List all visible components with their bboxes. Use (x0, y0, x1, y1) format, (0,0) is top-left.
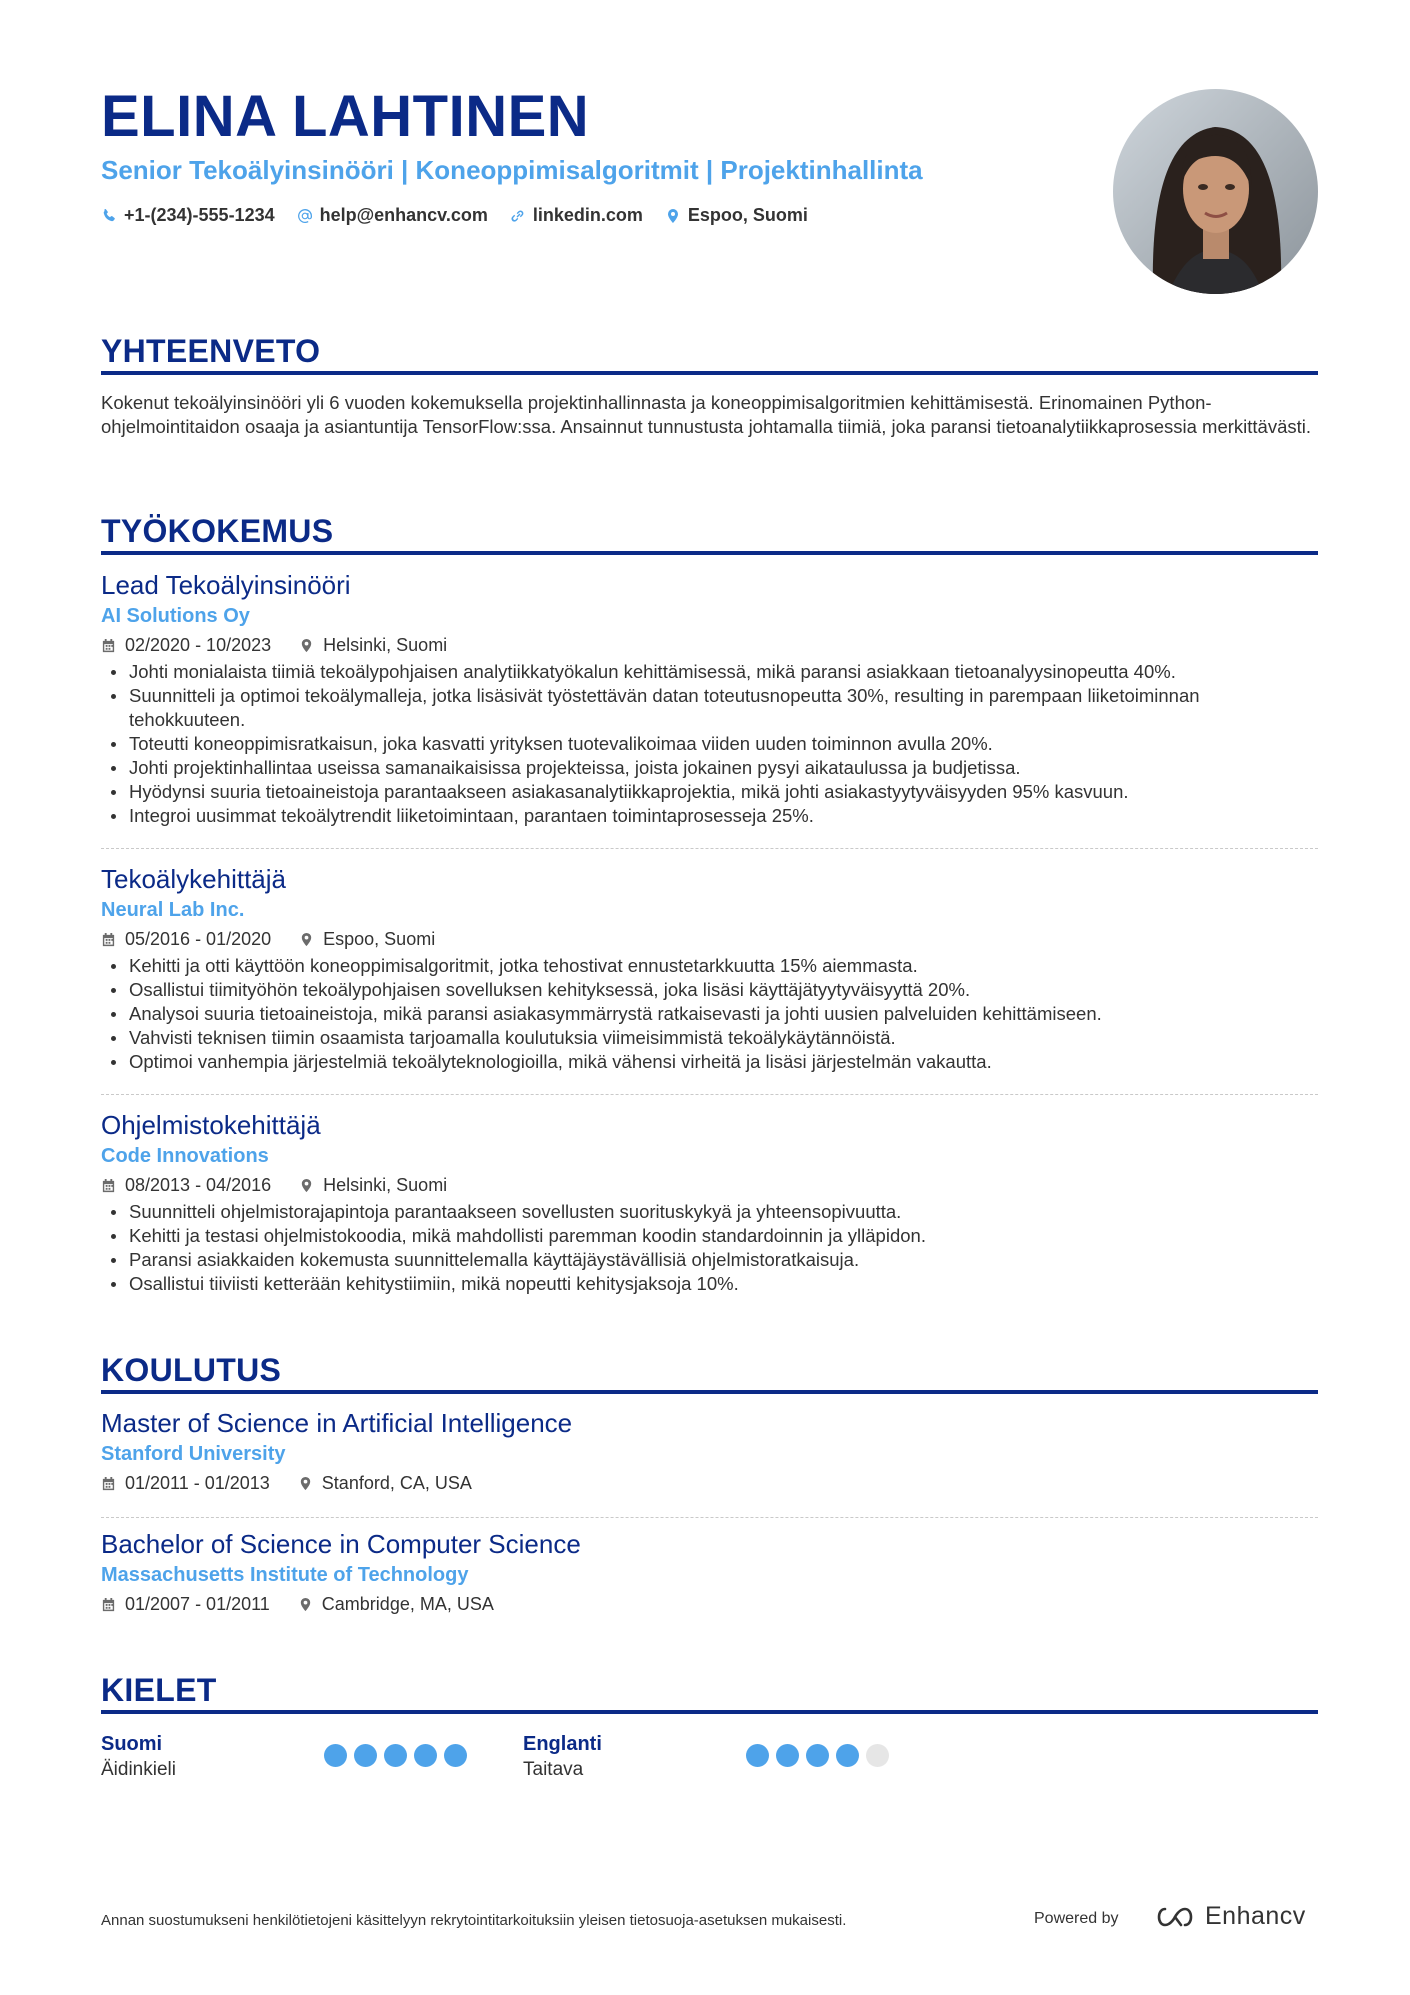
degree-title: Master of Science in Artificial Intelligence (101, 1408, 573, 1438)
language-name: Englanti (523, 1733, 602, 1755)
rating-dot-filled (806, 1744, 829, 1767)
education-heading: KOULUTUS (101, 1352, 282, 1388)
job-entry (101, 1108, 1318, 1296)
phone-text: +1-(234)-555-1234 (124, 205, 275, 225)
job-company: AI Solutions Oy (101, 605, 250, 627)
job-company: Code Innovations (101, 1145, 269, 1167)
contact-linkedin[interactable] (510, 205, 643, 226)
job-company: Neural Lab Inc. (101, 899, 245, 921)
education-location: Cambridge, MA, USA (298, 1591, 494, 1617)
language-level: Äidinkieli (101, 1759, 176, 1780)
job-role: Ohjelmistokehittäjä (101, 1110, 321, 1140)
summary-text: Kokenut tekoälyinsinööri yli 6 vuoden kokemuksella projektinhallinnasta ja koneoppimisalgoritmien kehittämisestä. Erinomainen Python-ohjelmointitaidon osaaja ja asiantuntija TensorFlow:ssa. Ansainnut tunnustusta johtamalla tiimiä, joka paransi tietoanalytiikkaprosessia merkittävästi. (101, 392, 1311, 437)
calendar-icon (101, 932, 116, 947)
contact-phone[interactable] (101, 205, 275, 226)
entry-divider (101, 848, 1318, 849)
bullet-item: Toteutti koneoppimisratkaisun, joka kasvatti yrityksen tuotevalikoimaa viiden uuden toiminnon avulla 20%. (101, 732, 1318, 756)
education-meta (101, 1470, 1318, 1496)
job-bullets (101, 954, 1318, 1074)
email-text: help@enhancv.com (319, 205, 488, 225)
education-entry (101, 1406, 1318, 1496)
job-location: Espoo, Suomi (299, 926, 435, 952)
consent-text: Annan suostumukseni henkilötietojeni käsittelyyn rekrytointitarkoituksiin yleisen tietosuoja-asetuksen mukaisesti. (101, 1912, 847, 1929)
job-location: Helsinki, Suomi (299, 632, 447, 658)
education-location: Stanford, CA, USA (298, 1470, 472, 1496)
entry-divider (101, 1094, 1318, 1095)
map-pin-icon (298, 1597, 313, 1612)
languages-heading: KIELET (101, 1672, 217, 1708)
job-meta (101, 926, 1318, 952)
summary-divider (101, 371, 1318, 375)
bullet-item: Vahvisti teknisen tiimin osaamista tarjoamalla koulutuksia viimeisimmistä tekoälykäytännöistä. (101, 1026, 1318, 1050)
bullet-item: Integroi uusimmat tekoälytrendit liiketoimintaan, parantaen toimintaprosesseja 25%. (101, 804, 1318, 828)
candidate-title: Senior Tekoälyinsinööri | Koneoppimisalgoritmit | Projektinhallinta (101, 155, 923, 185)
job-meta (101, 632, 1318, 658)
rating-dot-filled (414, 1744, 437, 1767)
job-dates: 08/2013 - 04/2016 (101, 1172, 271, 1198)
rating-dot-filled (444, 1744, 467, 1767)
rating-dot-filled (384, 1744, 407, 1767)
job-entry (101, 568, 1318, 828)
experience-divider (101, 551, 1318, 555)
profile-photo (1113, 89, 1318, 294)
resume-page (101, 0, 1318, 1995)
bullet-item: Kehitti ja otti käyttöön koneoppimisalgoritmit, jotka tehostivat ennustetarkkuutta 15% aiemmasta. (101, 954, 1318, 978)
job-bullets (101, 660, 1318, 828)
summary-heading: YHTEENVETO (101, 333, 321, 369)
language-rating (746, 1744, 889, 1767)
map-pin-icon (299, 1178, 314, 1193)
map-pin-icon (665, 208, 681, 224)
rating-dot-filled (324, 1744, 347, 1767)
language-level: Taitava (523, 1759, 584, 1780)
language-name: Suomi (101, 1733, 163, 1755)
language-rating (324, 1744, 467, 1767)
education-meta (101, 1591, 1318, 1617)
languages-divider (101, 1710, 1318, 1714)
bullet-item: Hyödynsi suuria tietoaineistoja parantaakseen asiakasanalytiikkaprojektia, mikä johti asiakastyytyväisyyden 95% kasvuun. (101, 780, 1318, 804)
calendar-icon (101, 1597, 116, 1612)
education-dates: 01/2007 - 01/2011 (101, 1591, 270, 1617)
language-item (101, 1731, 501, 1783)
link-icon (510, 208, 526, 224)
candidate-name: ELINA LAHTINEN (101, 84, 590, 149)
contact-location (665, 205, 808, 226)
calendar-icon (101, 1476, 116, 1491)
bullet-item: Johti projektinhallintaa useissa samanaikaisissa projekteissa, joista jokainen pysyi aikataulussa ja budjetissa. (101, 756, 1318, 780)
job-meta (101, 1172, 1318, 1198)
education-divider (101, 1390, 1318, 1394)
enhancv-logo[interactable] (1153, 1902, 1306, 1931)
language-item (523, 1731, 923, 1783)
brand-name: Enhancv (1205, 1902, 1306, 1930)
rating-dot-empty (866, 1744, 889, 1767)
linkedin-text: linkedin.com (532, 205, 643, 225)
job-entry (101, 862, 1318, 1074)
phone-icon (101, 208, 117, 224)
job-bullets (101, 1200, 1318, 1296)
rating-dot-filled (746, 1744, 769, 1767)
bullet-item: Optimoi vanhempia järjestelmiä tekoälyteknologioilla, mikä vähensi virheitä ja lisäsi järjestelmän vakautta. (101, 1050, 1318, 1074)
job-dates: 05/2016 - 01/2020 (101, 926, 271, 952)
at-icon (297, 208, 313, 224)
school-name: Stanford University (101, 1443, 286, 1465)
education-dates: 01/2011 - 01/2013 (101, 1470, 270, 1496)
contact-bar (101, 205, 808, 226)
bullet-item: Kehitti ja testasi ohjelmistokoodia, mikä mahdollisti paremman koodin standardoinnin ja ylläpidon. (101, 1224, 1318, 1248)
rating-dot-filled (354, 1744, 377, 1767)
rating-dot-filled (776, 1744, 799, 1767)
bullet-item: Suunnitteli ohjelmistorajapintoja parantaakseen sovellusten suorituskykyä ja yhteensopivuutta. (101, 1200, 1318, 1224)
bullet-item: Osallistui tiiviisti ketterään kehitystiimiin, mikä nopeutti kehitysjaksoja 10%. (101, 1272, 1318, 1296)
school-name: Massachusetts Institute of Technology (101, 1564, 469, 1586)
bullet-item: Suunnitteli ja optimoi tekoälymalleja, jotka lisäsivät työstettävän datan toteutusnopeutta 30%, resulting in parempaan liiketoiminnan tehokkuuteen. (101, 684, 1318, 732)
experience-heading: TYÖKOKEMUS (101, 513, 334, 549)
bullet-item: Osallistui tiimityöhön tekoälypohjaisen sovelluksen kehityksessä, joka lisäsi käyttäjätyytyväisyyttä 20%. (101, 978, 1318, 1002)
degree-title: Bachelor of Science in Computer Science (101, 1529, 581, 1559)
contact-email[interactable] (297, 205, 488, 226)
bullet-item: Johti monialaista tiimiä tekoälypohjaisen analytiikkatyökalun kehittämisessä, mikä paransi asiakkaan tietoanalyysinopeutta 40%. (101, 660, 1318, 684)
powered-by-text: Powered by (1034, 1910, 1119, 1927)
map-pin-icon (299, 638, 314, 653)
enhancv-logo-icon (1153, 1905, 1197, 1929)
education-entry (101, 1527, 1318, 1617)
bullet-item: Paransi asiakkaiden kokemusta suunnittelemalla käyttäjäystävällisiä ohjelmistoratkaisuja. (101, 1248, 1318, 1272)
map-pin-icon (299, 932, 314, 947)
calendar-icon (101, 638, 116, 653)
entry-divider (101, 1517, 1318, 1518)
job-role: Lead Tekoälyinsinööri (101, 570, 351, 600)
rating-dot-filled (836, 1744, 859, 1767)
location-text: Espoo, Suomi (687, 205, 808, 225)
map-pin-icon (298, 1476, 313, 1491)
calendar-icon (101, 1178, 116, 1193)
job-location: Helsinki, Suomi (299, 1172, 447, 1198)
bullet-item: Analysoi suuria tietoaineistoja, mikä paransi asiakasymmärrystä ratkaisevasti ja johti uusien palveluiden kehittämiseen. (101, 1002, 1318, 1026)
job-dates: 02/2020 - 10/2023 (101, 632, 271, 658)
job-role: Tekoälykehittäjä (101, 864, 286, 894)
